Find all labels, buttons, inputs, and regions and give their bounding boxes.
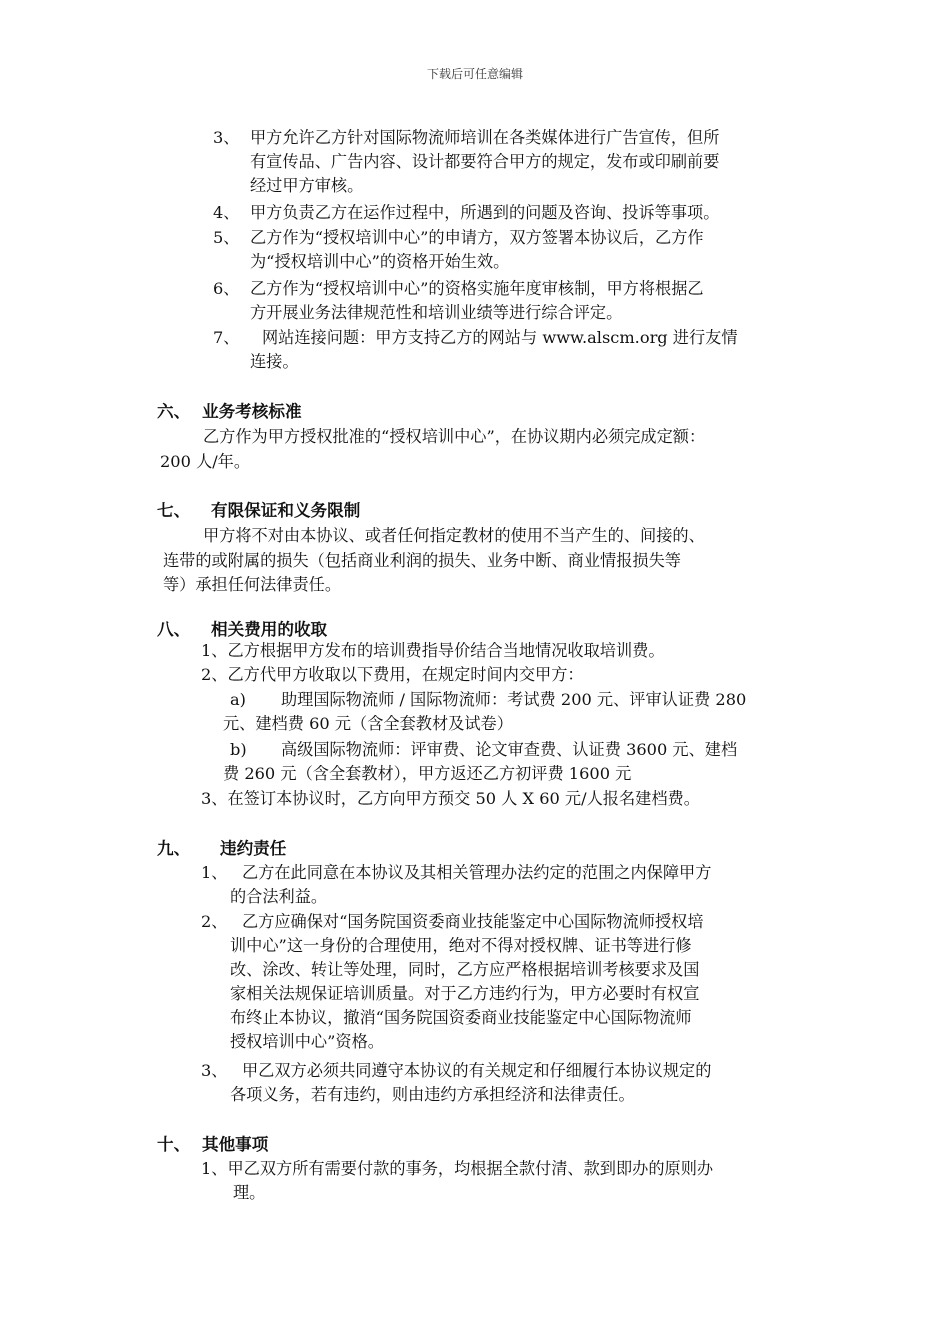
section-7-line-3: 等）承担任何法律责任。 bbox=[163, 575, 342, 594]
section-9-item-3-line-2: 各项义务，若有违约，则由违约方承担经济和法律责任。 bbox=[230, 1085, 635, 1104]
section-10-number: 十、 bbox=[157, 1135, 191, 1154]
item-4-marker: 4、 bbox=[213, 203, 240, 222]
page-header-note: 下载后可任意编辑 bbox=[426, 67, 523, 81]
section-7-number: 七、 bbox=[157, 501, 191, 520]
section-8-sub-a-line-1: 助理国际物流师 / 国际物流师：考试费 200 元、评审认证费 280 bbox=[281, 690, 747, 709]
item-6-marker: 6、 bbox=[213, 279, 240, 298]
section-9-item-2-line-5: 布终止本协议，撤消“国务院国资委商业技能鉴定中心国际物流师 bbox=[230, 1008, 692, 1027]
section-8-sub-b-line-1: 高级国际物流师：评审费、论文审查费、认证费 3600 元、建档 bbox=[281, 740, 738, 759]
section-8-sub-b-line-2: 费 260 元（含全套教材），甲方返还乙方初评费 1600 元 bbox=[223, 764, 632, 783]
item-3-line-3: 经过甲方审核。 bbox=[250, 176, 364, 195]
section-9-item-2-line-6: 授权培训中心”资格。 bbox=[230, 1032, 384, 1051]
section-7-line-2: 连带的或附属的损失（包括商业利润的损失、业务中断、商业情报损失等 bbox=[163, 551, 681, 570]
item-3-marker: 3、 bbox=[213, 128, 240, 147]
section-8-sub-b-marker: b) bbox=[230, 740, 247, 759]
item-5-line-2: 为“授权培训中心”的资格开始生效。 bbox=[250, 252, 510, 271]
section-8-sub-a-marker: a) bbox=[230, 690, 246, 709]
item-7-line-1: 网站连接问题：甲方支持乙方的网站与 www.alscm.org 进行友情 bbox=[262, 328, 738, 347]
section-6-line-2: 200 人/年。 bbox=[160, 452, 251, 471]
item-7-marker: 7、 bbox=[213, 328, 240, 347]
item-3-line-1: 甲方允许乙方针对国际物流师培训在各类媒体进行广告宣传，但所 bbox=[250, 128, 720, 147]
item-3-line-2: 有宣传品、广告内容、设计都要符合甲方的规定，发布或印刷前要 bbox=[250, 152, 720, 171]
section-9-number: 九、 bbox=[157, 839, 191, 858]
section-7-title: 有限保证和义务限制 bbox=[211, 501, 361, 520]
item-4-line-1: 甲方负责乙方在运作过程中，所遇到的问题及咨询、投诉等事项。 bbox=[250, 203, 720, 222]
section-9-item-3-line-1: 甲乙双方必须共同遵守本协议的有关规定和仔细履行本协议规定的 bbox=[242, 1061, 712, 1080]
section-9-item-1-line-1: 乙方在此同意在本协议及其相关管理办法约定的范围之内保障甲方 bbox=[242, 863, 712, 882]
item-5-line-1: 乙方作为“授权培训中心”的申请方，双方签署本协议后，乙方作 bbox=[250, 228, 704, 247]
section-10-title: 其他事项 bbox=[202, 1135, 269, 1154]
section-9-item-2-line-2: 训中心”这一身份的合理使用，绝对不得对授权牌、证书等进行修 bbox=[230, 936, 692, 955]
section-10-line-2: 理。 bbox=[233, 1183, 266, 1202]
section-9-item-3-marker: 3、 bbox=[201, 1061, 228, 1080]
section-9-item-1-marker: 1、 bbox=[201, 863, 228, 882]
section-9-item-2-line-4: 家相关法规保证培训质量。对于乙方违约行为，甲方必要时有权宣 bbox=[230, 984, 700, 1003]
section-9-item-2-marker: 2、 bbox=[201, 912, 228, 931]
section-6-number: 六、 bbox=[157, 402, 191, 421]
section-6-line-1: 乙方作为甲方授权批准的“授权培训中心”，在协议期内必须完成定额： bbox=[203, 427, 706, 446]
section-9-item-2-line-3: 改、涂改、转让等处理，同时，乙方应严格根据培训考核要求及国 bbox=[230, 960, 700, 979]
section-6-title: 业务考核标准 bbox=[202, 402, 302, 421]
item-6-line-1: 乙方作为“授权培训中心”的资格实施年度审核制，甲方将根据乙 bbox=[250, 279, 704, 298]
section-8-item-2: 2、乙方代甲方收取以下费用，在规定时间内交甲方： bbox=[201, 665, 584, 684]
section-7-line-1: 甲方将不对由本协议、或者任何指定教材的使用不当产生的、间接的、 bbox=[203, 526, 705, 545]
section-8-item-1: 1、乙方根据甲方发布的培训费指导价结合当地情况收取培训费。 bbox=[201, 641, 665, 660]
section-8-title: 相关费用的收取 bbox=[211, 620, 328, 639]
section-10-line-1: 1、甲乙双方所有需要付款的事务，均根据全款付清、款到即办的原则办 bbox=[201, 1159, 714, 1178]
section-8-item-3: 3、在签订本协议时，乙方向甲方预交 50 人 X 60 元/人报名建档费。 bbox=[201, 789, 700, 808]
item-6-line-2: 方开展业务法律规范性和培训业绩等进行综合评定。 bbox=[250, 303, 623, 322]
item-5-marker: 5、 bbox=[213, 228, 240, 247]
section-9-item-2-line-1: 乙方应确保对“国务院国资委商业技能鉴定中心国际物流师授权培 bbox=[242, 912, 704, 931]
section-8-sub-a-line-2: 元、建档费 60 元（含全套教材及试卷） bbox=[223, 714, 513, 733]
item-7-line-2: 连接。 bbox=[250, 352, 299, 371]
section-9-title: 违约责任 bbox=[220, 839, 287, 858]
section-8-number: 八、 bbox=[157, 620, 191, 639]
section-9-item-1-line-2: 的合法利益。 bbox=[230, 887, 328, 906]
